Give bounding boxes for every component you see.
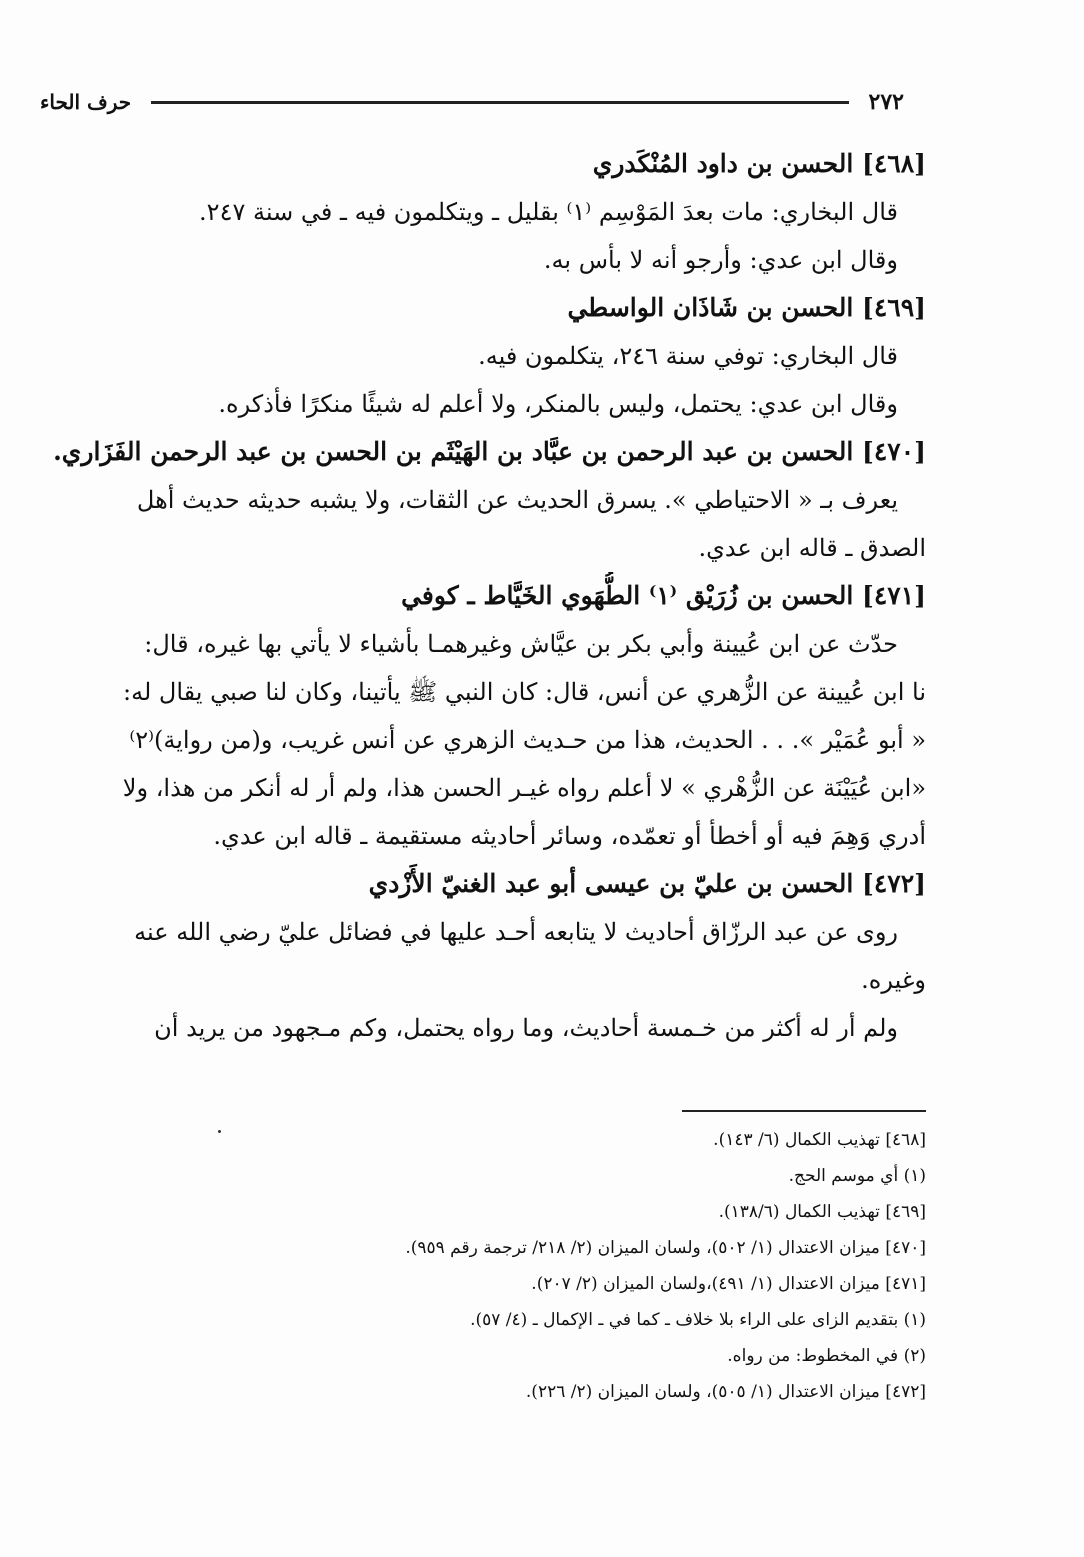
text-line: الصدق ـ قاله ابن عدي. [698, 534, 926, 562]
entry-heading: [٤٦٩] الحسن بن شَاذَان الواسطي [567, 293, 926, 322]
running-header [40, 82, 904, 122]
page-number: ٢٧٢ [868, 89, 904, 115]
header-rule [151, 101, 848, 104]
footnote-separator [682, 1110, 926, 1112]
main-text [46, 140, 926, 1052]
text-line: روى عن عبد الرزّاق أحاديث لا يتابعه أحـد عليها في فضائل عليّ رضي الله عنه [134, 918, 898, 946]
text-line: يعرف بـ « الاحتياطي ». يسرق الحديث عن الثقات، ولا يشبه حديثه حديث أهل [136, 486, 898, 514]
text-line: قال البخاري: توفي سنة ٢٤٦، يتكلمون فيه. [478, 342, 898, 370]
text-line: نا ابن عُيينة عن الزُّهري عن أنس، قال: كان النبي ﷺ يأتينا، وكان لنا صبي يقال له: [123, 678, 926, 706]
text-line: حدّث عن ابن عُيينة وأبي بكر بن عيَّاش وغيرهمـا بأشياء لا يأتي بها غيره، قال: [144, 630, 898, 658]
text-line: « أبو عُمَيْر ». . . الحديث، هذا من حـديث الزهري عن أنس غريب، و(من رواية)⁽٢⁾ [129, 726, 926, 754]
entry-heading: [٤٧١] الحسن بن زُرَيْق ⁽١⁾ الطُّهَوي الخَيَّاط ـ كوفي [401, 581, 926, 610]
entry-heading: [٤٧٢] الحسن بن عليّ بن عيسى أبو عبد الغنيّ الأَزْدي [368, 869, 926, 898]
text-line: «ابن عُيَيْنَة عن الزُّهْري » لا أعلم رواه غيـر الحسن هذا، ولم أر له أنكر من هذا، ولا [122, 774, 926, 802]
text-line: أدري وَهِمَ فيه أو أخطأ أو تعمّده، وسائر أحاديثه مستقيمة ـ قاله ابن عدي. [213, 822, 926, 850]
entry-heading: [٤٧٠] الحسن بن عبد الرحمن بن عبَّاد بن الهَيْثَم بن الحسن بن عبد الرحمن الفَزَاري. [53, 437, 926, 466]
text-line: وقال ابن عدي: وأرجو أنه لا بأس به. [543, 246, 898, 274]
footnote-line: (١) أي موسم الحج. [788, 1166, 926, 1186]
footnote-line: (١) بتقديم الزاى على الراء بلا خلاف ـ كما في ـ الإكمال ـ (٤/ ٥٧). [470, 1310, 926, 1330]
footnote-line: [٤٦٩] تهذيب الكمال (١٣٨/٦). [718, 1202, 926, 1222]
footnote-line: [٤٧٠] ميزان الاعتدال (١/ ٥٠٢)، ولسان الميزان (٢/ ٢١٨/ ترجمة رقم ٩٥٩). [405, 1238, 926, 1258]
text-line: وغيره. [861, 966, 926, 994]
text-line: قال البخاري: مات بعدَ المَوْسِم ⁽١⁾ بقليل ـ ويتكلمون فيه ـ في سنة ٢٤٧. [199, 198, 898, 226]
footnotes [46, 1122, 926, 1410]
footnote-line: [٤٦٨] تهذيب الكمال (٦/ ١٤٣). [713, 1130, 926, 1150]
footnote-line: [٤٧١] ميزان الاعتدال (١/ ٤٩١)،ولسان الميزان (٢/ ٢٠٧). [531, 1274, 926, 1294]
text-line: وقال ابن عدي: يحتمل، وليس بالمنكر، ولا أعلم له شيئًا منكرًا فأذكره. [218, 390, 898, 418]
footnote-line: (٢) في المخطوط: من رواه. [727, 1346, 926, 1366]
text-line: ولم أر له أكثر من خـمسة أحاديث، وما رواه يحتمل، وكم مـجهود من يريد أن [154, 1014, 898, 1042]
footnote-line: [٤٧٢] ميزان الاعتدال (١/ ٥٠٥)، ولسان الميزان (٢/ ٢٢٦). [525, 1382, 926, 1402]
entry-heading: [٤٦٨] الحسن بن داود المُنْكَدري [592, 149, 926, 178]
section-title: حرف الحاء [40, 90, 132, 114]
